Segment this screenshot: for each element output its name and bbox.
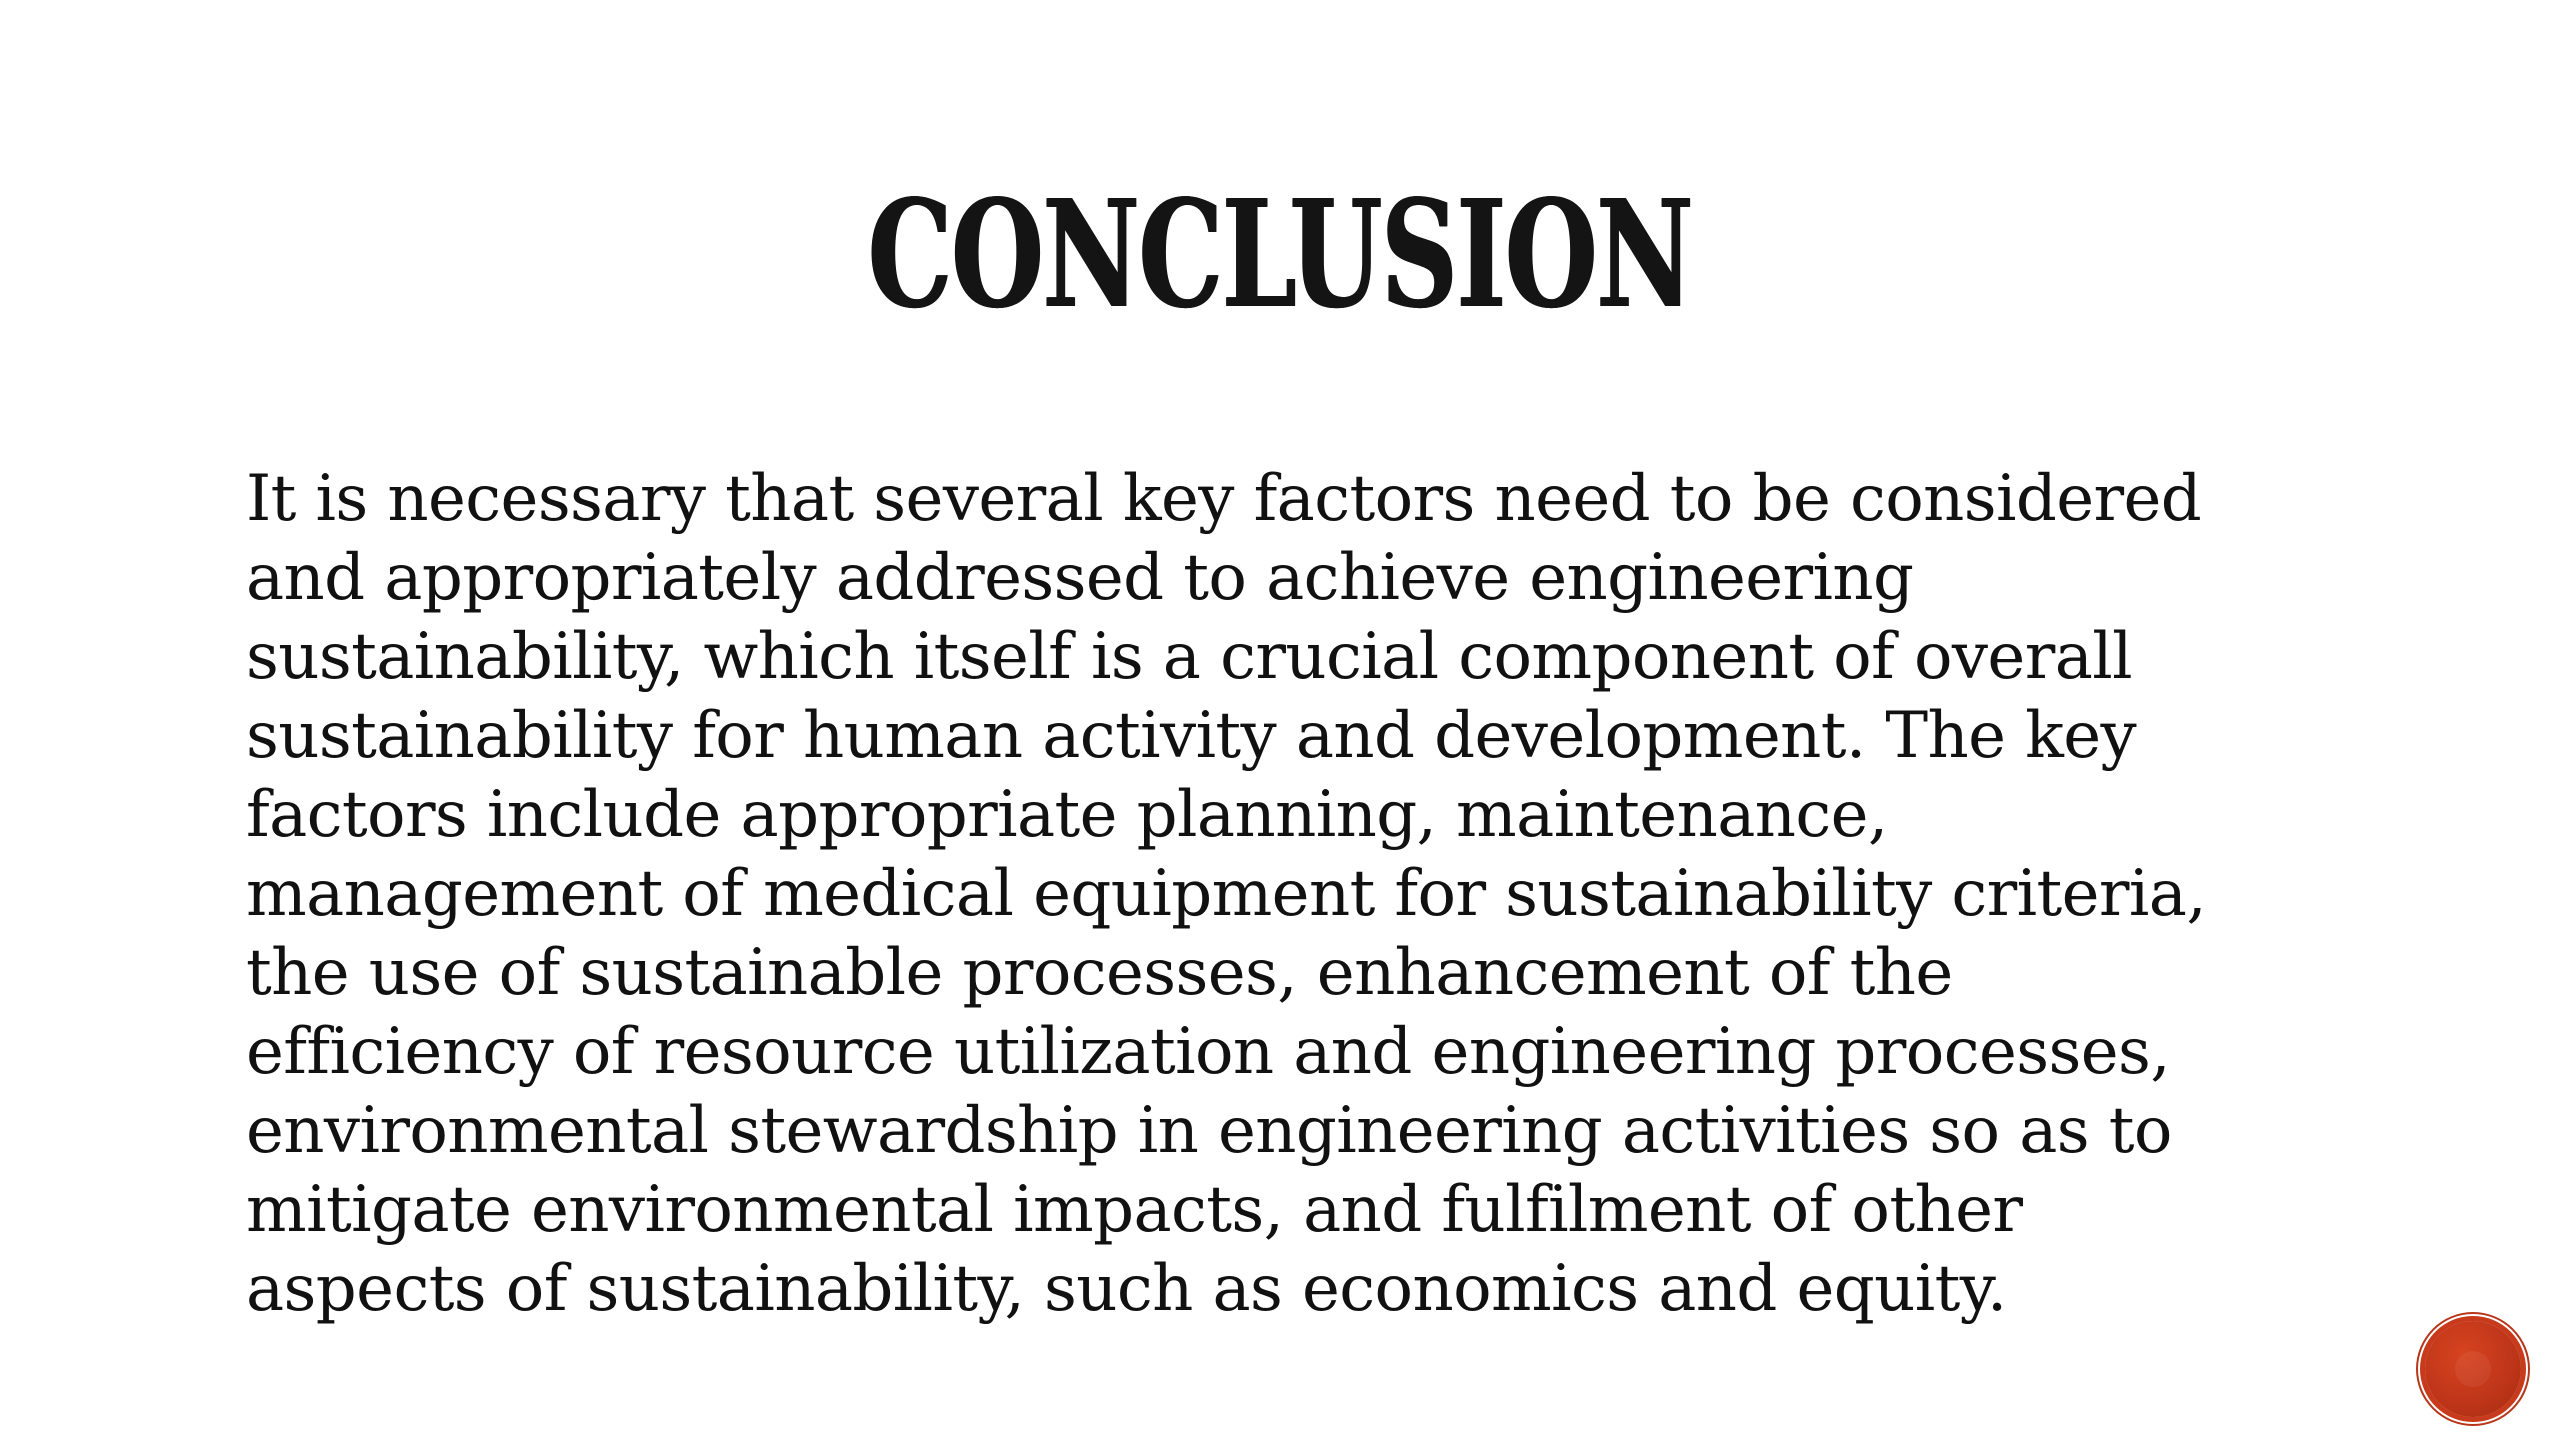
- body-line: environmental stewardship in engineering activities so as to: [246, 1094, 2172, 1168]
- body-line: the use of sustainable processes, enhancement of the: [246, 936, 1953, 1010]
- body-line: aspects of sustainability, such as economics and equity.: [246, 1252, 2007, 1326]
- body-line: It is necessary that several key factors need to be considered: [246, 462, 2202, 536]
- body-line: and appropriately addressed to achieve engineering: [246, 541, 1914, 615]
- body-line: management of medical equipment for sustainability criteria,: [246, 857, 2207, 931]
- body-line: factors include appropriate planning, maintenance,: [246, 778, 1888, 852]
- slide-title: CONCLUSION: [867, 167, 1693, 341]
- body-line: mitigate environmental impacts, and fulfilment of other: [246, 1173, 2023, 1247]
- slide-body-text: [246, 460, 2426, 1329]
- body-line: efficiency of resource utilization and engineering processes,: [246, 1015, 2170, 1089]
- badge-texture: [2455, 1351, 2491, 1387]
- body-line: sustainability, which itself is a crucial component of overall: [246, 620, 2132, 694]
- slide-number-badge: [2425, 1321, 2521, 1417]
- body-line: sustainability for human activity and development. The key: [246, 699, 2137, 773]
